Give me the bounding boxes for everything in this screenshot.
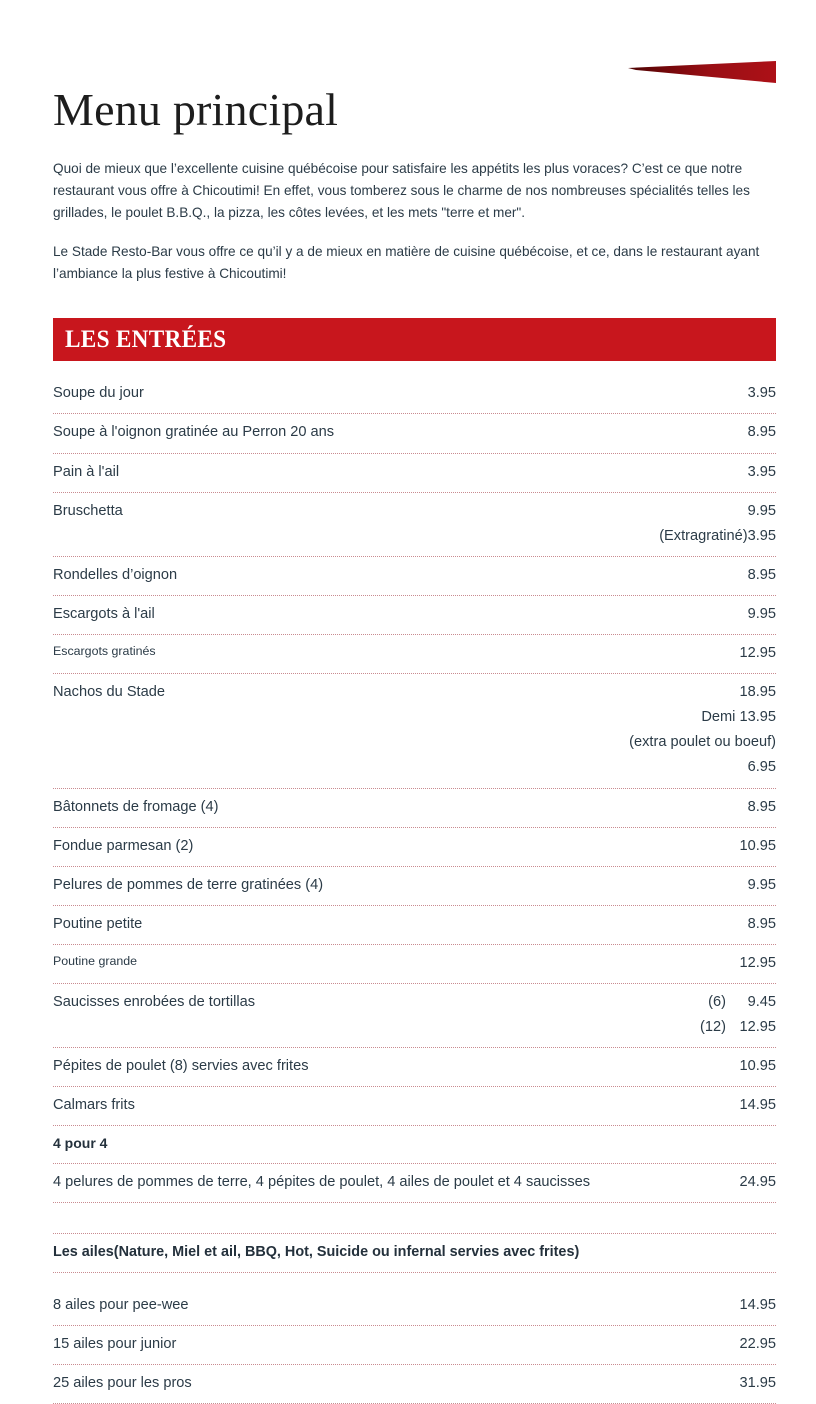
item-price: 12.95	[739, 645, 776, 662]
item-name: Rondelles d’oignon	[53, 566, 178, 583]
item-price: 9.95	[747, 605, 776, 622]
item-price: 18.95 Demi 13.95 (extra poulet ou boeuf) 6.95	[629, 684, 776, 776]
item-name: Nachos du Stade	[53, 684, 165, 701]
table-row	[53, 557, 776, 596]
item-quantity: (6)	[708, 993, 726, 1010]
table-row	[53, 1087, 776, 1126]
section-spacer	[53, 1203, 776, 1234]
item-name: Pain à l'ail	[53, 463, 120, 480]
content-column	[53, 0, 776, 1404]
item-name: Pépites de poulet (8) servies avec frites	[53, 1058, 309, 1075]
table-row	[53, 375, 776, 414]
table-row	[53, 674, 776, 788]
item-price: 24.95	[739, 1174, 776, 1191]
item-price: 8.95	[747, 566, 776, 583]
item-price	[694, 990, 776, 1040]
item-name: Bâtonnets de fromage (4)	[53, 798, 219, 815]
section-banner-les-entrees	[53, 318, 776, 361]
item-name: 8 ailes pour pee-wee	[53, 1296, 189, 1313]
item-price: 8.95	[747, 424, 776, 441]
item-price: 12.95	[739, 954, 776, 971]
wings-heading-row	[53, 1234, 776, 1272]
table-row	[53, 945, 776, 984]
item-price: 14.95	[739, 1296, 776, 1313]
item-name: 25 ailes pour les pros	[53, 1374, 192, 1391]
table-row	[53, 867, 776, 906]
table-row	[53, 493, 776, 557]
item-name: Pelures de pommes de terre gratinées (4)	[53, 876, 324, 893]
item-name: Escargots gratinés	[53, 644, 156, 659]
table-row	[53, 635, 776, 674]
item-price: 10.95	[739, 837, 776, 854]
item-price: 8.95	[747, 915, 776, 932]
table-row	[53, 1287, 776, 1326]
item-price: 9.95	[747, 876, 776, 893]
intro-paragraph-2: Le Stade Resto-Bar vous offre ce qu’il y a de mieux en matière de cuisine québécoise, et ce, dans le restaurant ayant l’ambiance la plus festive à Chicoutimi!	[53, 244, 760, 282]
item-price: 8.95	[747, 798, 776, 815]
item-name: 15 ailes pour junior	[53, 1335, 177, 1352]
item-amount: 9.45	[747, 993, 776, 1010]
section-banner-label: LES ENTRÉES	[65, 325, 227, 353]
table-row	[53, 414, 776, 453]
combo-heading-row	[53, 1126, 776, 1164]
table-row	[53, 984, 776, 1048]
page-title: Menu principal	[53, 84, 339, 135]
wings-gap	[53, 1273, 776, 1287]
item-name: 4 pelures de pommes de terre, 4 pépites de poulet, 4 ailes de poulet et 4 saucisses	[53, 1174, 591, 1191]
table-row	[53, 1048, 776, 1087]
item-name: Fondue parmesan (2)	[53, 837, 194, 854]
item-name: Saucisses enrobées de tortillas	[53, 993, 255, 1010]
item-price: 31.95	[739, 1374, 776, 1391]
item-price: 10.95	[739, 1058, 776, 1075]
wings-heading: Les ailes(Nature, Miel et ail, BBQ, Hot, Suicide ou infernal servies avec frites)	[53, 1244, 580, 1261]
intro-paragraph-1: Quoi de mieux que l’excellente cuisine québécoise pour satisfaire les appétits les plus voraces? C’est ce que notre restaurant vous offre à Chicoutimi! En effet, vous tomberez sous le charme de nos nombreuses spécialités telles les grillades, le poulet B.B.Q., la pizza, les côtes levées, et les mets "terre et mer".	[53, 161, 750, 221]
item-price: 3.95	[747, 385, 776, 402]
table-row	[53, 1164, 776, 1203]
item-name: Poutine petite	[53, 915, 143, 932]
table-row	[53, 1326, 776, 1365]
item-name: Soupe à l'oignon gratinée au Perron 20 ans	[53, 424, 335, 441]
item-name: Soupe du jour	[53, 385, 144, 402]
table-row	[53, 789, 776, 828]
menu-items-list	[53, 375, 776, 1404]
item-price: 22.95	[739, 1335, 776, 1352]
item-name: Calmars frits	[53, 1097, 135, 1114]
item-name: Bruschetta	[53, 502, 123, 519]
item-amount: 12.95	[739, 1019, 776, 1036]
combo-heading: 4 pour 4	[53, 1135, 108, 1152]
table-row	[53, 1365, 776, 1404]
item-name: Poutine grande	[53, 953, 138, 968]
table-row	[53, 828, 776, 867]
table-row	[53, 596, 776, 635]
table-row	[53, 454, 776, 493]
item-name: Escargots à l'ail	[53, 605, 155, 622]
item-price: 14.95	[739, 1097, 776, 1114]
item-price: 9.95 (Extragratiné)3.95	[659, 502, 776, 544]
item-price: 3.95	[747, 463, 776, 480]
table-row	[53, 906, 776, 945]
item-quantity: (12)	[700, 1019, 726, 1036]
